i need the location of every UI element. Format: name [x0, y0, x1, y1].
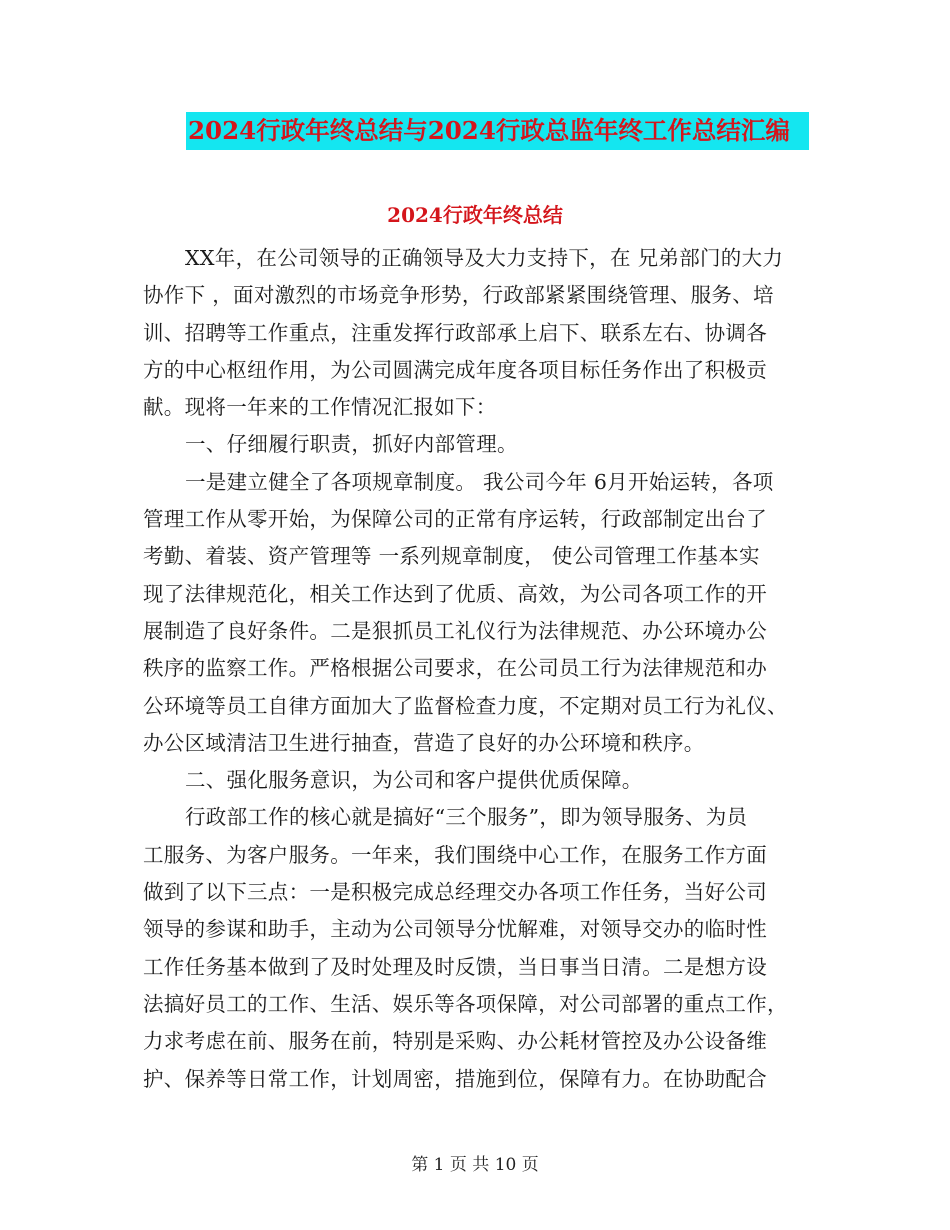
text-line: 协作下 ，面对激烈的市场竞争形势，行政部紧紧围绕管理、服务、培 [143, 283, 774, 308]
text-line: 一是建立健全了各项规章制度。 我公司今年 6月开始运转，各项 [185, 469, 774, 494]
text-line: 方的中心枢纽作用，为公司圆满完成年度各项目标任务作出了积极贡 [143, 357, 767, 382]
text-line: 公环境等员工自律方面加大了监督检查力度，不定期对员工行为礼仪、 [143, 693, 788, 718]
text-line: 献。现将一年来的工作情况汇报如下： [143, 395, 497, 420]
page-footer: 第 1 页 共 10 页 [411, 1155, 539, 1175]
text-line: 做到了以下三点：一是积极完成总经理交办各项工作任务，当好公司 [143, 880, 767, 905]
text-line: 办公区域清洁卫生进行抽查，营造了良好的办公环境和秩序。 [143, 730, 705, 755]
text-line: 考勤、着装、资产管理等 一系列规章制度， 使公司管理工作基本实 [143, 544, 760, 569]
text-line: 二、强化服务意识，为公司和客户提供优质保障。 [185, 768, 643, 793]
text-line: 展制造了良好条件。二是狠抓员工礼仪行为法律规范、办公环境办公 [143, 618, 767, 643]
text-line: 秩序的监察工作。严格根据公司要求，在公司员工行为法律规范和办 [143, 656, 767, 681]
text-line: 行政部工作的核心就是搞好“三个服务”，即为领导服务、为员 [185, 805, 748, 830]
text-line: 领导的参谋和助手，主动为公司领导分忧解难，对领导交办的临时性 [143, 917, 767, 942]
text-line: 管理工作从零开始，为保障公司的正常有序运转，行政部制定出台了 [143, 507, 767, 532]
document-title: 2024行政年终总结与2024行政总监年终工作总结汇编 [186, 112, 809, 150]
text-line: XX年，在公司领导的正确领导及大力支持下，在 兄弟部门的大力 [185, 246, 784, 270]
text-line: 工作任务基本做到了及时处理及时反馈，当日事当日清。二是想方设 [143, 954, 767, 979]
text-line: 工服务、为客户服务。一年来，我们围绕中心工作，在服务工作方面 [143, 842, 767, 867]
section-title: 2024行政年终总结 [387, 203, 563, 227]
body-text [143, 240, 813, 1098]
text-line: 护、保养等日常工作，计划周密，措施到位，保障有力。在协助配合 [143, 1066, 767, 1091]
text-line: 法搞好员工的工作、生活、娱乐等各项保障，对公司部署的重点工作， [143, 991, 788, 1016]
text-line: 训、招聘等工作重点，注重发挥行政部承上启下、联系左右、协调各 [143, 320, 767, 345]
text-line: 现了法律规范化，相关工作达到了优质、高效，为公司各项工作的开 [143, 581, 767, 606]
text-line: 力求考虑在前、服务在前，特别是采购、办公耗材管控及办公设备维 [143, 1029, 767, 1054]
text-line: 一、仔细履行职责，抓好内部管理。 [185, 432, 518, 457]
